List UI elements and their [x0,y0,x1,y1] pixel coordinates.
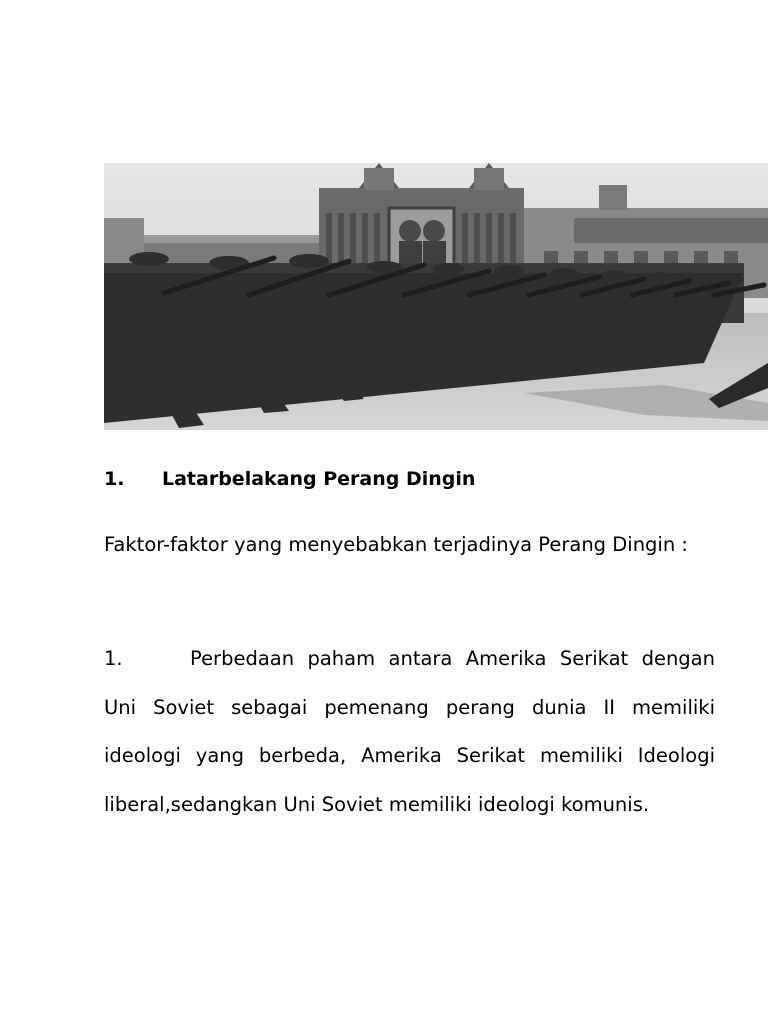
section-heading [104,468,475,490]
heading-number: 1. [104,468,125,490]
point-number: 1. [104,647,123,670]
point-text: Perbedaan paham antara Amerika Serikat dengan Uni Soviet sebagai pemenang perang dunia II memiliki ideologi yang berbeda, Amerika Serikat memiliki Ideologi liberal,sedangkan Uni Soviet memiliki ideologi komunis. [104,647,715,816]
parade-photo-illustration [104,163,768,430]
intro-paragraph: Faktor-faktor yang menyebabkan terjadinya Perang Dingin : [104,533,688,556]
point-paragraph [104,635,715,829]
heading-title: Latarbelakang Perang Dingin [162,468,476,490]
parade-photo [104,163,768,430]
